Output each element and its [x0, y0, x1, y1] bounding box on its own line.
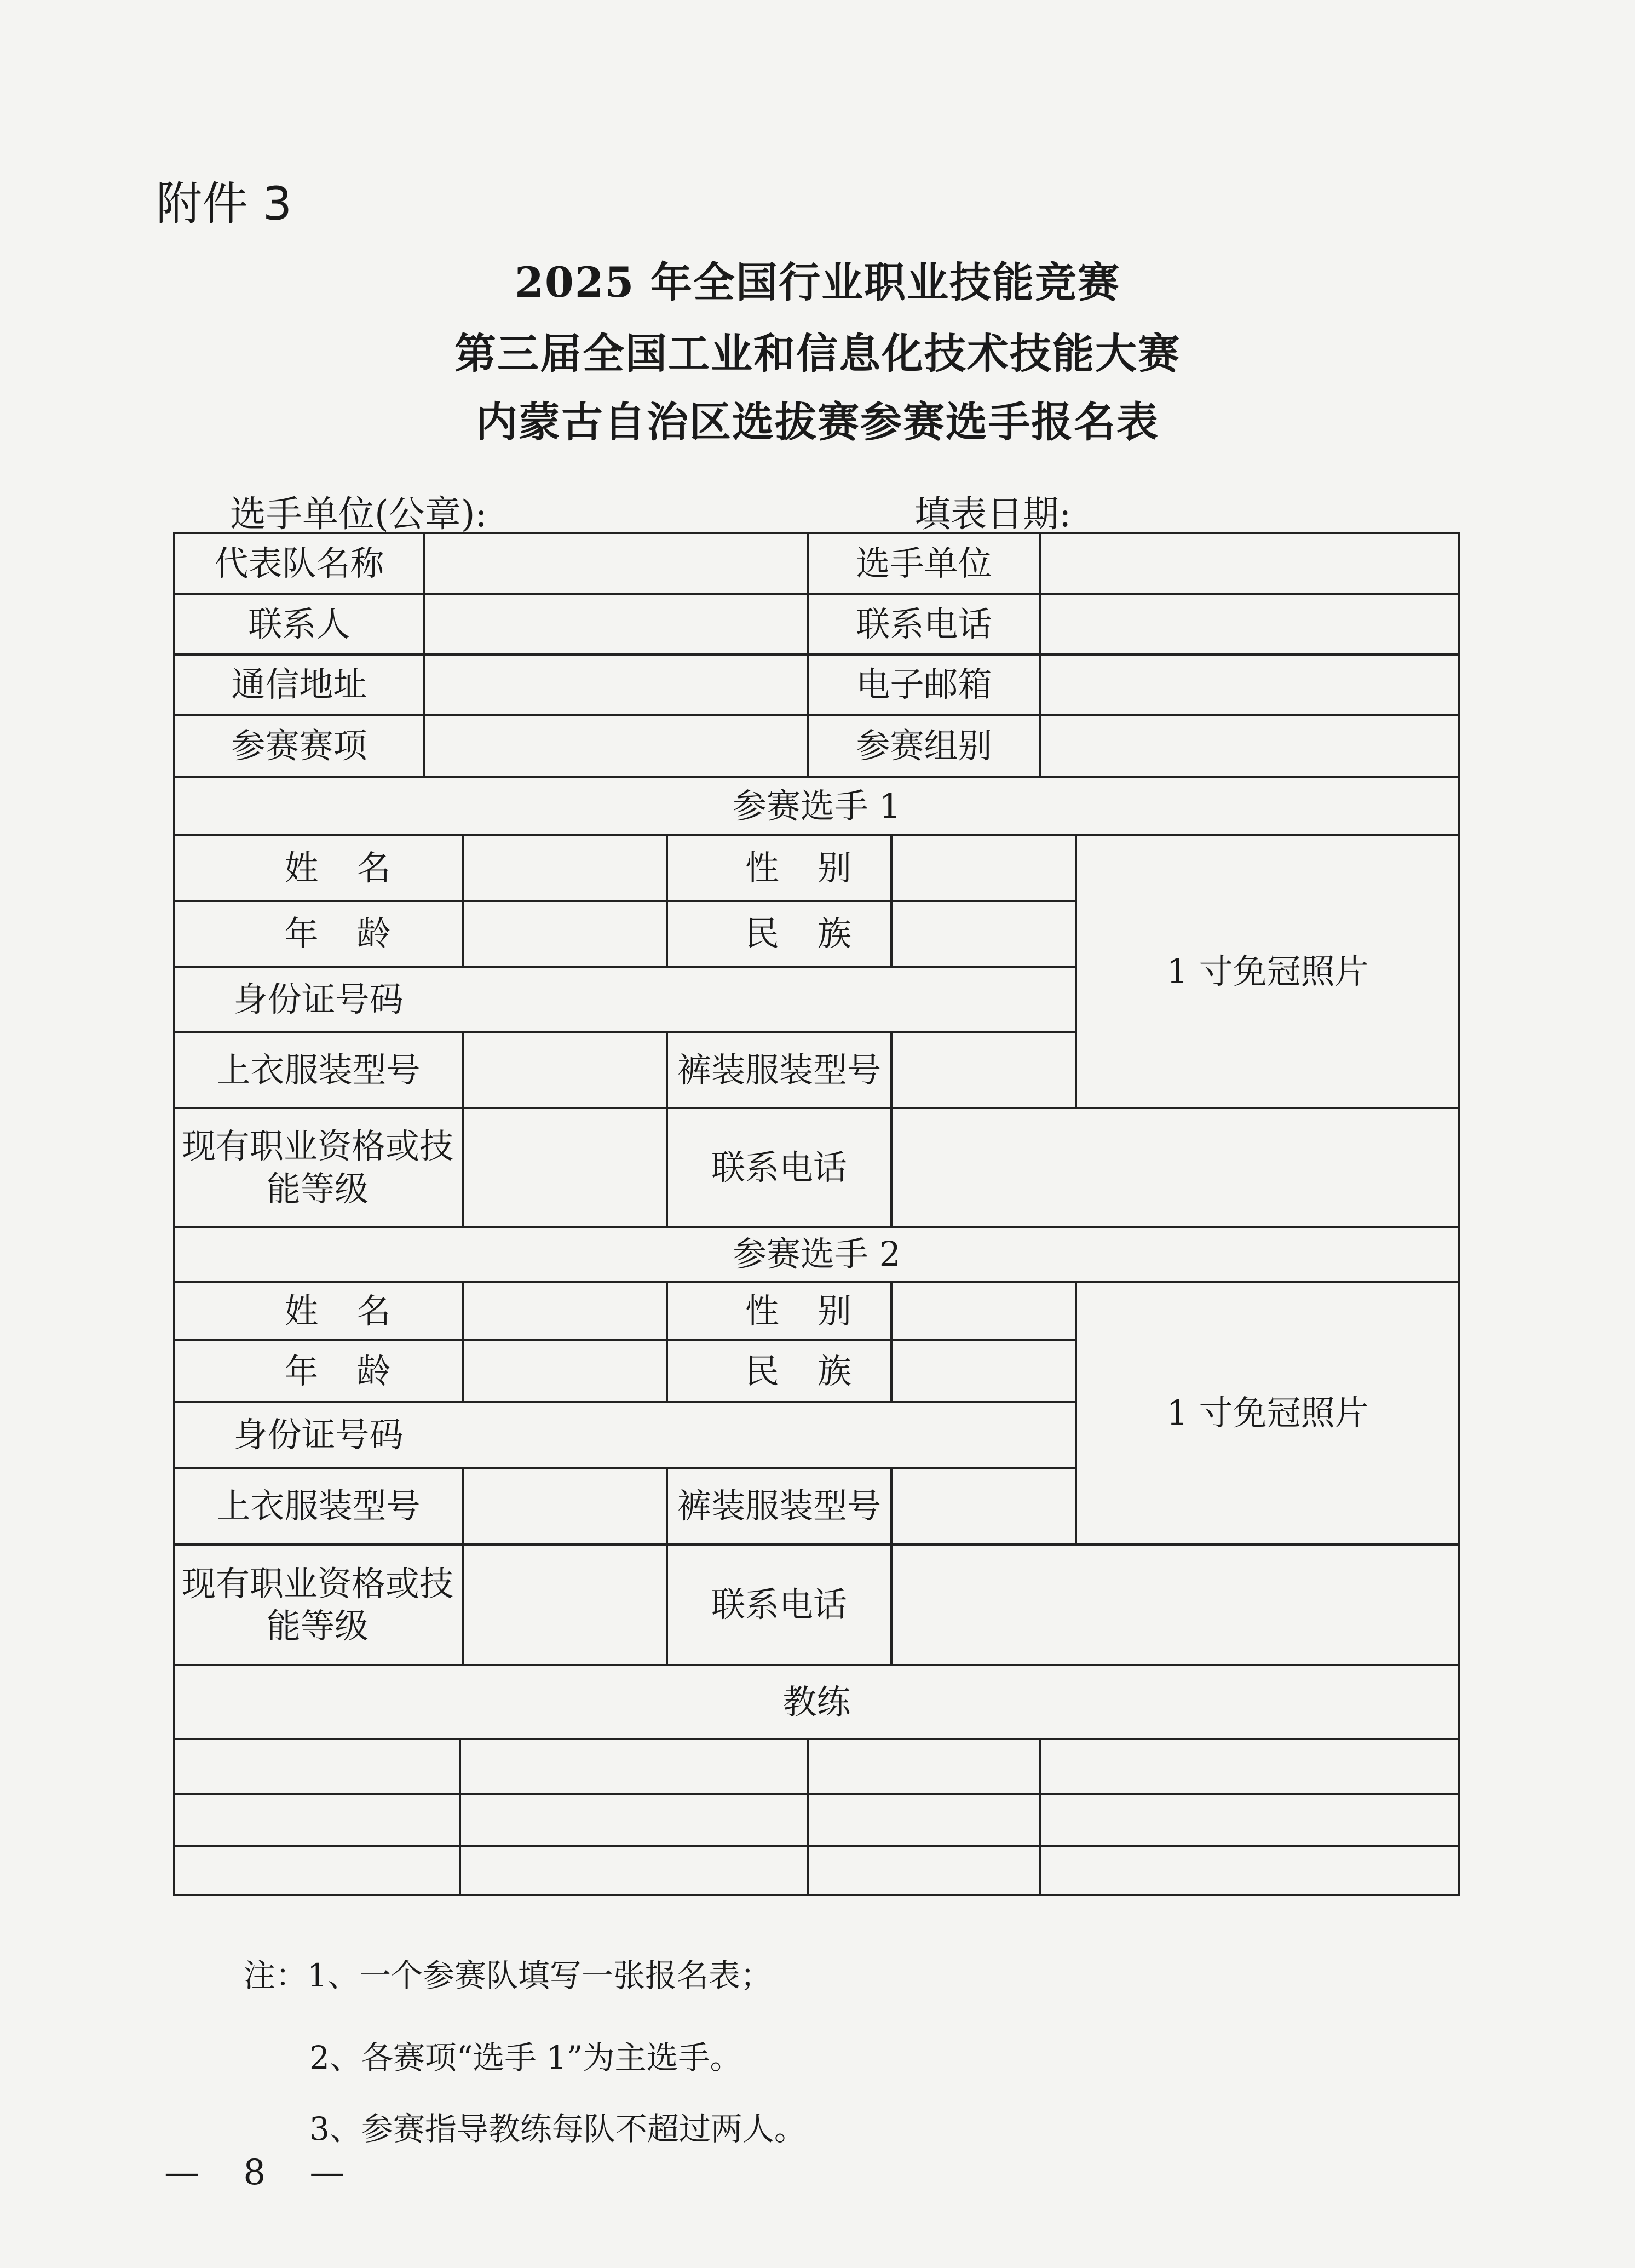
contact-person-label: 联系人 — [248, 604, 350, 645]
player-2-phone-label: 联系电话 — [711, 1584, 847, 1625]
address-label: 通信地址 — [231, 664, 367, 705]
player-2-pants-size-field[interactable] — [891, 1468, 1076, 1544]
note-2: 2、各赛项“选手 1”为主选手。 — [309, 2039, 742, 2076]
player-1-top-size-label: 上衣服装型号 — [216, 1050, 421, 1090]
player-1-section-title: 参赛选手 1 — [732, 785, 901, 826]
title-line-1: 2025 年全国行业职业技能竞赛 — [515, 258, 1120, 307]
coach-section-title: 教练 — [782, 1681, 851, 1722]
player-2-age-field[interactable] — [463, 1340, 667, 1402]
player-2-gender-field[interactable] — [891, 1282, 1076, 1340]
player-2-id-label: 身份证号码 — [233, 1415, 404, 1455]
address-field[interactable] — [424, 654, 808, 715]
coach-row-1-cell-4[interactable] — [1040, 1739, 1459, 1794]
player-2-id-field[interactable] — [463, 1402, 1076, 1468]
player-2-section-title: 参赛选手 2 — [732, 1234, 901, 1274]
player-1-age-label: 年龄 — [284, 914, 429, 954]
player-1-id-label: 身份证号码 — [233, 979, 404, 1020]
player-1-ethnicity-field[interactable] — [891, 901, 1076, 967]
group-label: 参赛组别 — [856, 725, 992, 766]
player-2-top-size-field[interactable] — [463, 1468, 667, 1544]
coach-row-3-cell-4[interactable] — [1040, 1846, 1459, 1895]
coach-row-1-cell-3[interactable] — [808, 1739, 1040, 1794]
player-1-name-field[interactable] — [463, 835, 667, 901]
note-3: 3、参赛指导教练每队不超过两人。 — [309, 2110, 806, 2148]
player-1-qualification-field[interactable] — [463, 1108, 667, 1227]
coach-row-2-cell-2[interactable] — [460, 1794, 808, 1846]
player-1-phone-field[interactable] — [891, 1108, 1459, 1227]
player-unit-field[interactable] — [1040, 533, 1459, 594]
attachment-label: 附件 3 — [156, 177, 292, 231]
team-name-field[interactable] — [424, 533, 808, 594]
title-line-2: 第三届全国工业和信息化技术技能大赛 — [454, 329, 1181, 378]
player-2-pants-size-label: 裤装服装型号 — [677, 1486, 881, 1526]
email-label: 电子邮箱 — [856, 664, 992, 705]
player-1-pants-size-label: 裤装服装型号 — [677, 1050, 881, 1090]
coach-row-3-cell-1[interactable] — [174, 1846, 460, 1895]
player-1-name-label: 姓名 — [284, 848, 429, 888]
player-2-photo-box[interactable]: 1 寸免冠照片 — [1166, 1393, 1369, 1433]
player-1-id-field[interactable] — [463, 967, 1076, 1032]
fill-date-label: 填表日期: — [914, 493, 1072, 535]
coach-row-1-cell-1[interactable] — [174, 1739, 460, 1794]
player-1-age-field[interactable] — [463, 901, 667, 967]
player-2-qualification-label: 现有职业资格或技能等级 — [181, 1563, 453, 1646]
player-2-ethnicity-label: 民族 — [745, 1351, 890, 1391]
contact-person-field[interactable] — [424, 594, 808, 654]
event-label: 参赛赛项 — [231, 725, 367, 766]
player-2-name-field[interactable] — [463, 1282, 667, 1340]
group-field[interactable] — [1040, 715, 1459, 777]
player-2-top-size-label: 上衣服装型号 — [216, 1486, 421, 1526]
page-number: — 8 — — [164, 2152, 361, 2193]
player-1-gender-field[interactable] — [891, 835, 1076, 901]
player-1-pants-size-field[interactable] — [891, 1032, 1076, 1108]
coach-row-1-cell-2[interactable] — [460, 1739, 808, 1794]
player-1-photo-box[interactable]: 1 寸免冠照片 — [1166, 951, 1369, 992]
coach-row-2-cell-4[interactable] — [1040, 1794, 1459, 1846]
title-line-3: 内蒙古自治区选拔赛参赛选手报名表 — [476, 398, 1159, 446]
player-1-top-size-field[interactable] — [463, 1032, 667, 1108]
player-unit-label: 选手单位 — [856, 543, 992, 584]
coach-row-3-cell-2[interactable] — [460, 1846, 808, 1895]
note-1: 注：1、一个参赛队填写一张报名表； — [244, 1957, 772, 1994]
player-1-gender-label: 性别 — [745, 848, 890, 888]
coach-row-3-cell-3[interactable] — [808, 1846, 1040, 1895]
contact-phone-label: 联系电话 — [856, 604, 992, 645]
email-field[interactable] — [1040, 654, 1459, 715]
player-1-qualification-label: 现有职业资格或技能等级 — [181, 1126, 453, 1209]
player-1-phone-label: 联系电话 — [711, 1147, 847, 1187]
coach-row-2-cell-1[interactable] — [174, 1794, 460, 1846]
player-2-phone-field[interactable] — [891, 1544, 1459, 1665]
player-1-ethnicity-label: 民族 — [745, 914, 890, 954]
contact-phone-field[interactable] — [1040, 594, 1459, 654]
player-2-name-label: 姓名 — [284, 1290, 429, 1331]
coach-row-2-cell-3[interactable] — [808, 1794, 1040, 1846]
team-name-label: 代表队名称 — [214, 543, 384, 584]
player-2-gender-label: 性别 — [745, 1290, 890, 1331]
event-field[interactable] — [424, 715, 808, 777]
unit-seal-label: 选手单位(公章): — [230, 493, 487, 535]
player-2-ethnicity-field[interactable] — [891, 1340, 1076, 1402]
player-2-qualification-field[interactable] — [463, 1544, 667, 1665]
player-2-age-label: 年龄 — [284, 1351, 429, 1391]
